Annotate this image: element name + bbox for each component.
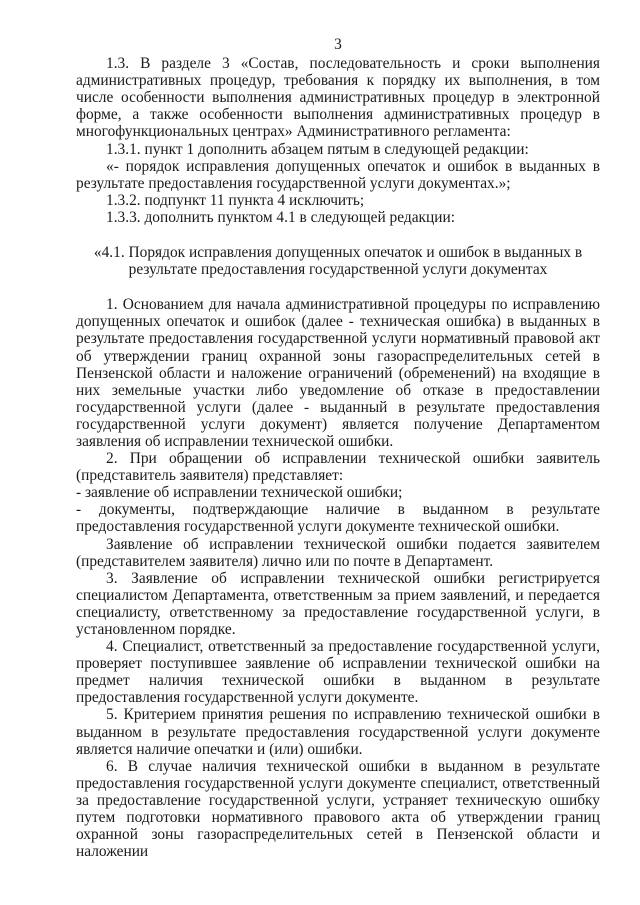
section-heading: [76, 244, 600, 278]
document-page: [76, 36, 600, 860]
paragraph-quote: «- порядок исправления допущенных опечаток и ошибок в выданных в результате предоставления государственной услуги документах.»;: [76, 157, 600, 192]
item-6-paragraph: 6. В случае наличия технической ошибки в выданном в результате предоставления государственной услуги документе специалист, ответственный за предоставление государственной услуги, устраняет техническую ошибку путем подготовки нормативного правового акта об утверждении границ охранной зоны газораспределительных сетей в Пензенской области и наложении: [76, 757, 600, 861]
section-heading-line-2: результате предоставления государственной услуги документах: [128, 261, 548, 279]
paragraph-1-3-2: 1.3.2. подпункт 11 пункта 4 исключить;: [106, 191, 365, 209]
paragraph-1-3: 1.3. В разделе 3 «Состав, последовательность и сроки выполнения административных процедур, требования к порядку их выполнения, в том числе особенности выполнения административных процедур в электронной форме, а также особенности выполнения административных процедур в многофункциональных центрах» Административного регламента:: [76, 55, 600, 141]
paragraph-1-3-1: 1.3.1. пункт 1 дополнить абзацем пятым в следующей редакции:: [106, 140, 529, 158]
item-3-paragraph: 3. Заявление об исправлении технической ошибки регистрируется специалистом Департамента, ответственным за прием заявлений, и передается специалисту, ответственному за предоставление государственной услуги, в установленном порядке.: [76, 569, 600, 638]
list-item-documents: - документы, подтверждающие наличие в выданном в результате предоставления государственной услуги документе технической ошибки.: [76, 501, 600, 536]
item-2-paragraph: 2. При обращении об исправлении технической ошибки заявитель (представитель заявителя) представляет:: [76, 450, 600, 485]
section-heading-line-1: «4.1. Порядок исправления допущенных опечаток и ошибок в выданных в: [93, 244, 583, 262]
item-1-paragraph: 1. Основанием для начала административной процедуры по исправлению допущенных опечаток и ошибок (далее - техническая ошибка) в выданных в результате предоставления государственной услуги нормативный правовой акт об утверждении границ охранной зоны газораспределительных сетей в Пензенской области и наложение ограничений (обременений) на входящие в них земельные участки либо уведомление об отказе в предоставлении государственной услуги (далее - выданный в результате предоставления государственной услуги документ) является получение Департаментом заявления об исправлении технической ошибки.: [76, 296, 600, 450]
paragraph-1-3-3: 1.3.3. дополнить пунктом 4.1 в следующей редакции:: [106, 208, 456, 226]
list-item-application: - заявление об исправлении технической ошибки;: [76, 484, 403, 502]
item-5-paragraph: 5. Критерием принятия решения по исправлению технической ошибки в выданном в результате предоставления государственной услуги документе является наличие опечатки и (или) ошибки.: [76, 706, 600, 758]
page-number: 3: [334, 36, 342, 53]
item-4-paragraph: 4. Специалист, ответственный за предоставление государственной услуги, проверяет поступившее заявление об исправлении технической ошибки на предмет наличия технической ошибки в выданном в результате предоставления государственной услуги документе.: [76, 638, 600, 707]
application-submission-paragraph: Заявление об исправлении технической ошибки подается заявителем (представителем заявителя) лично или по почте в Департамент.: [76, 535, 600, 570]
